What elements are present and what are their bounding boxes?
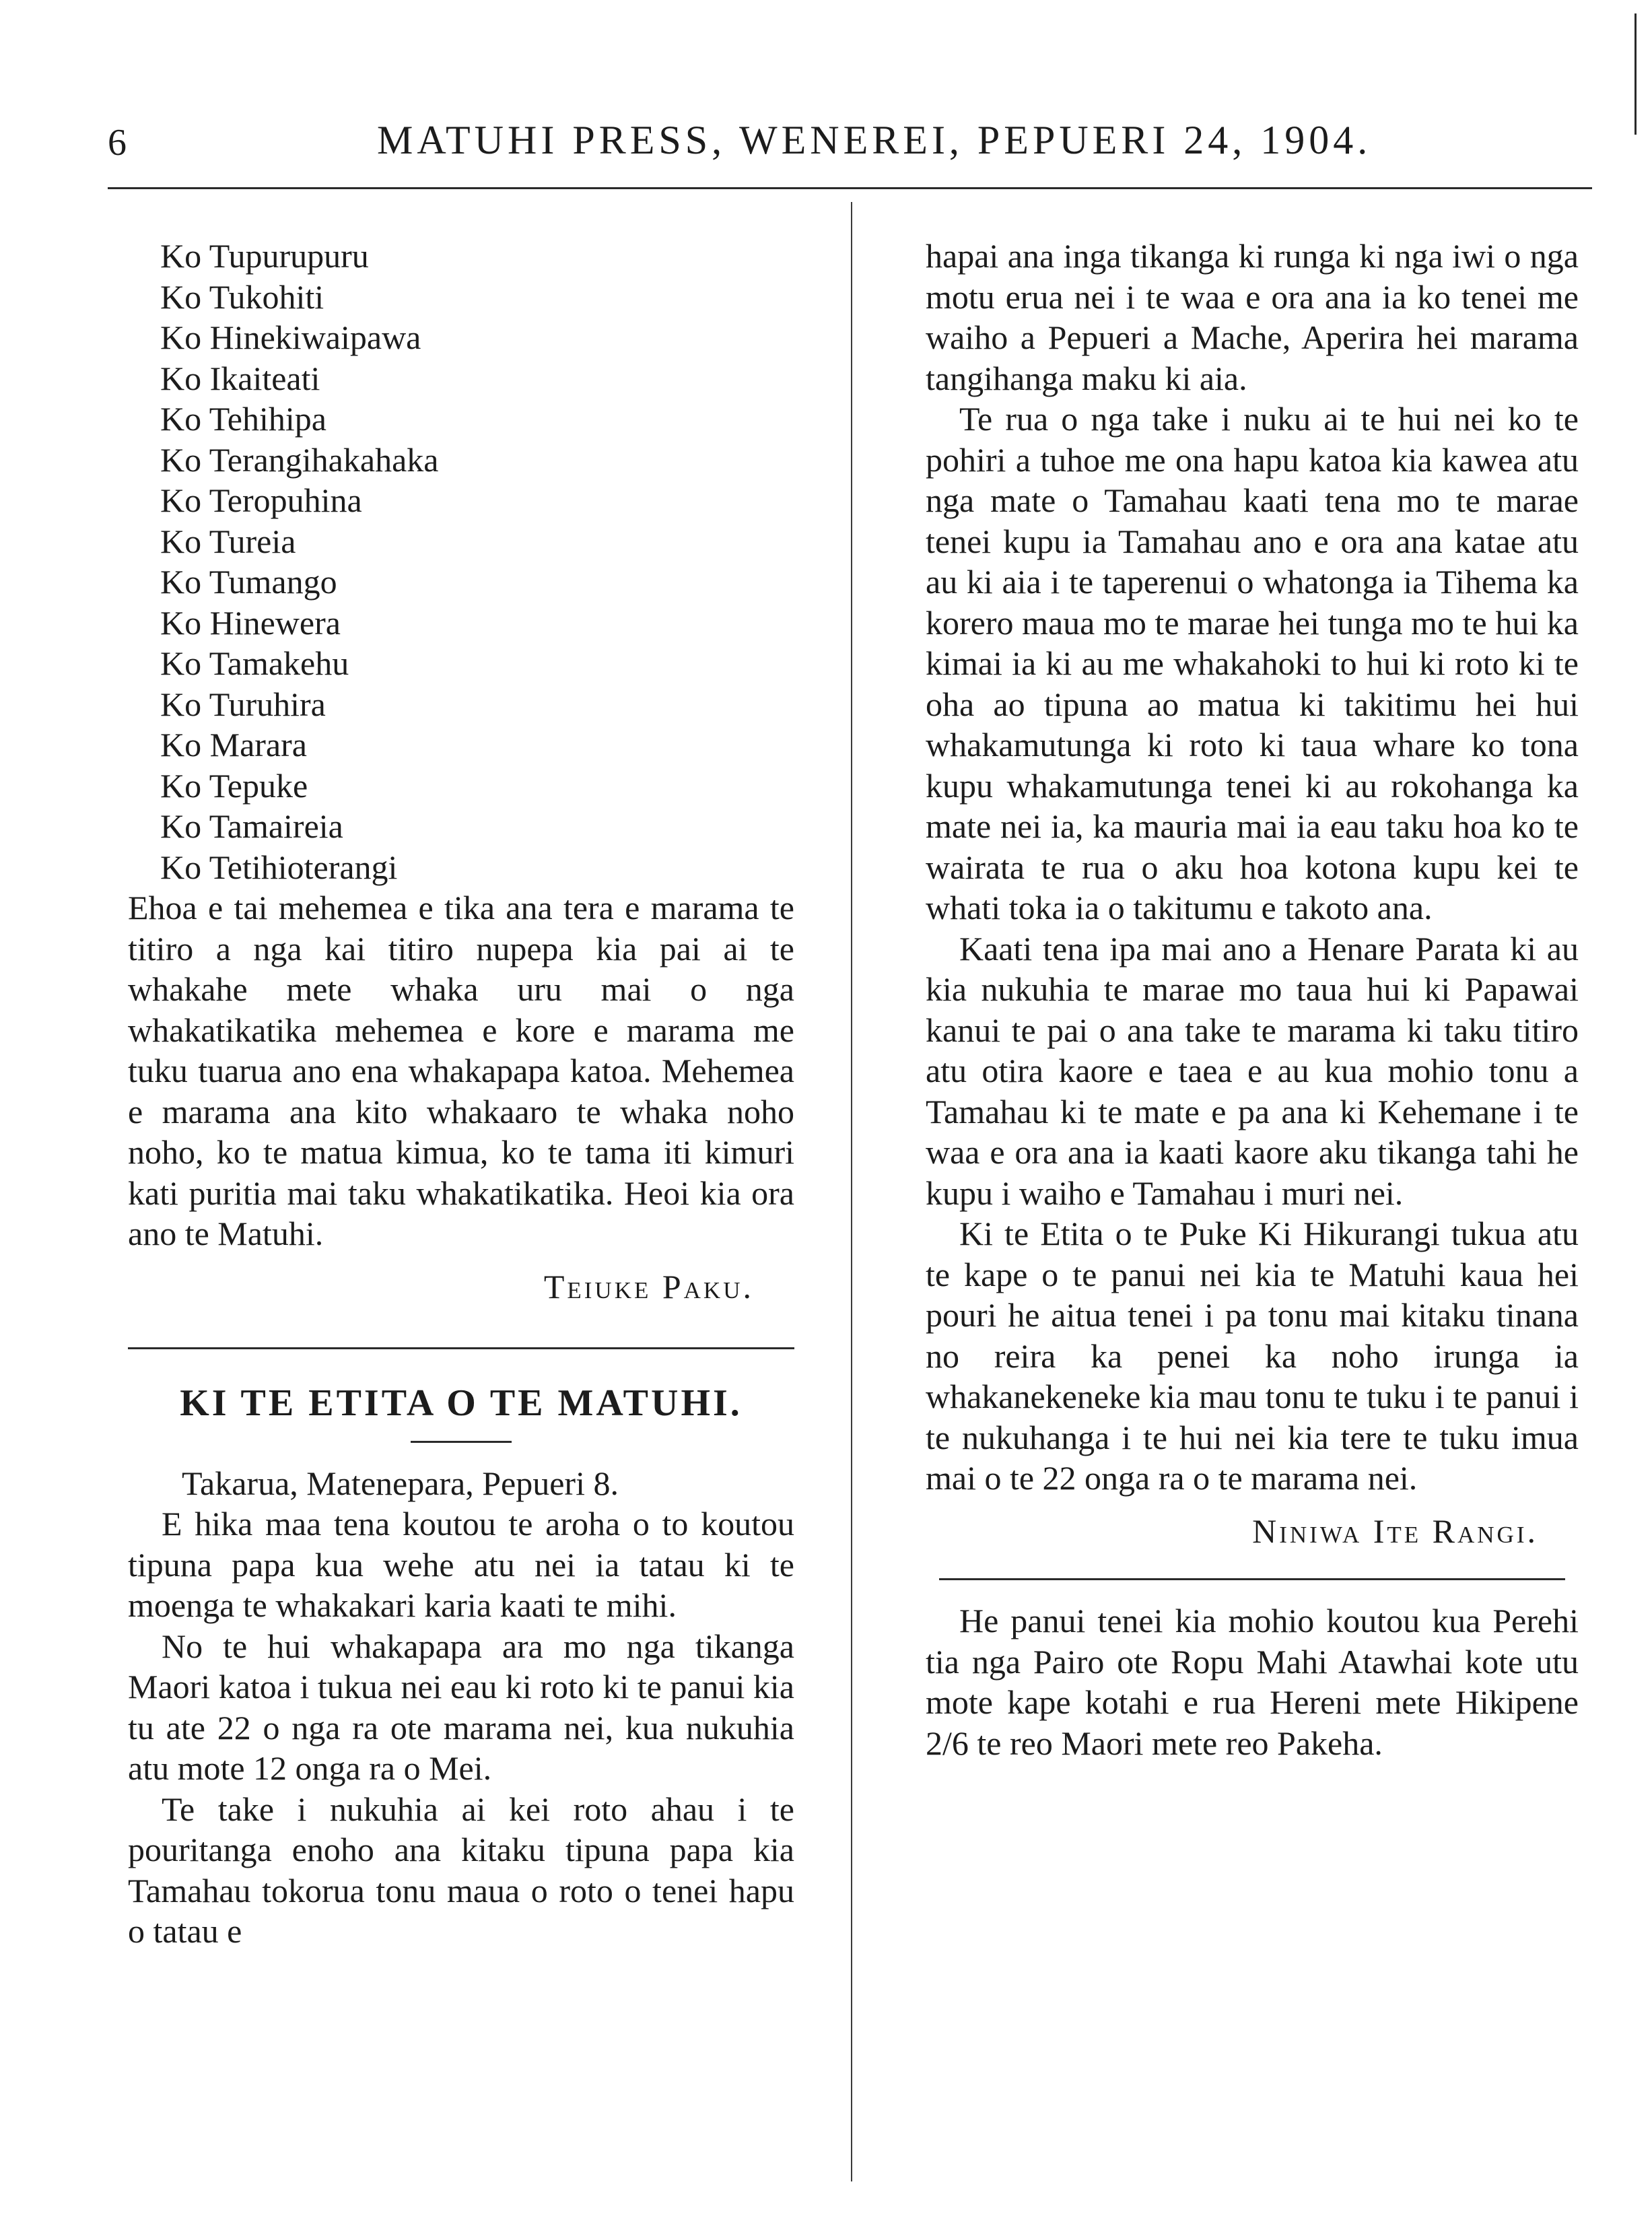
column-divider [851,202,852,2181]
letter-continuation: hapai ana inga tikanga ki runga ki nga iwi o nga motu erua nei i te waa e ora ana ia ko tenei me waiho a Pepueri a Mache, Aperira hei marama tangihanga maku ki aia. [926,237,1579,397]
genealogy-entry: Ko Tupurupuru [160,237,369,275]
genealogy-entry: Ko Marara [160,726,307,764]
genealogy-entry: Ko Tamakehu [160,644,349,682]
genealogy-entry: Ko Terangihakahaka [160,440,439,479]
genealogy-entry: Ko Tetihioterangi [160,848,398,886]
page-number: 6 [108,122,127,164]
masthead-title: MATUHI PRESS, WENEREI, PEPUERI 24, 1904. [377,118,1372,162]
genealogy-entry: Ko Teropuhina [160,481,362,519]
header-rule [108,187,1592,189]
genealogy-entry: Ko Tepuke [160,766,308,805]
left-column [128,236,794,1952]
section-separator [128,1347,794,1349]
closing-paragraph: Ehoa e tai mehemea e tika ana tera e marama te titiro a nga kai titiro nupepa kia pai ai te whakahe mete whaka uru mai o nga whakatikatika mehemea e kore e marama me tuku tuarua ano ena whakapapa katoa. Mehemea e marama ana kito whakaaro te whaka noho noho, ko te matua kimua, ko te tama iti kimuri kati puritia mai taku whakatikatika. Heoi kia ora ano te Matuhi. [128,889,794,1252]
genealogy-list [160,236,794,887]
notice-paragraph: He panui tenei kia mohio koutou kua Perehi tia nga Pairo ote Ropu Mahi Atawhai kote utu mote kape kotahi e rua Hereni mete Hikipene 2/6 te reo Maori mete reo Pakeha. [926,1602,1579,1762]
signature-niniwa-ite-rangi: Niniwa Ite Rangi. [1252,1512,1538,1550]
letter-paragraph: E hika maa tena koutou te aroha o to koutou tipuna papa kua wehe atu nei ia tatau ki te moenga te whakakari karia kaati te mihi. [128,1505,794,1624]
letter-paragraph: No te hui whakapapa ara mo nga tikanga Maori katoa i tukua nei eau ki roto ki te panui kia tu ate 22 o nga ra ote marama nei, kua nukuhia atu mote 12 onga ra o Mei. [128,1627,794,1787]
genealogy-entry: Ko Ikaiteati [160,359,320,397]
genealogy-entry: Ko Turuhira [160,685,326,723]
letter-dateline: Takarua, Matenepara, Pepueri 8. [182,1464,619,1502]
genealogy-entry: Ko Tamaireia [160,807,343,845]
section-separator [939,1578,1565,1580]
genealogy-entry: Ko Tureia [160,522,296,560]
right-column [926,236,1579,1763]
genealogy-entry: Ko Tumango [160,563,337,601]
page-edge-mark [1634,13,1637,135]
genealogy-entry: Ko Tehihipa [160,400,326,438]
letter-paragraph: Ki te Etita o te Puke Ki Hikurangi tukua atu te kape o te panui nei kia te Matuhi kaua hei pouri he aitua tenei i pa tonu mai kitaku tinana no reira ka penei ka noho irunga ia whakanekeneke kia mau tonu te tuku i te panui i te nukuhanga i te hui nei kia tere te tuku imua mai o te 22 onga ra o te marama nei. [926,1215,1579,1497]
signature-teiuke-paku: Teiuke Paku. [543,1267,754,1306]
genealogy-entry: Ko Hinekiwaipawa [160,318,421,356]
letter-paragraph: Te take i nukuhia ai kei roto ahau i te pouritanga enoho ana kitaku tipuna papa kia Tamahau tokorua tonu maua o roto o tenei hapu o tatau e [128,1790,794,1950]
heading-rule [411,1441,512,1443]
letter-heading: KI TE ETITA O TE MATUHI. [180,1382,743,1424]
letter-paragraph: Te rua o nga take i nuku ai te hui nei ko te pohiri a tuhoe me ona hapu katoa kia kawea atu nga mate o Tamahau kaati tena mo te marae tenei kupu ia Tamahau ano e ora ana katae atu au ki aia i te taperenui o whatonga ia Tihema ka korero maua mo te marae hei tunga mo te hui ka kimai ia ki au me whakahoki to hui ki roto ki te oha ao tipuna ao matua ki takitimu hei hui whakamutunga ki roto ki taua whare ko tona kupu whakamutunga tenei ki au rokohanga ka mate nei ia, ka mauria mai ia eau taku hoa ko te wairata te rua o aku hoa kotona kupu kei te whati toka ia o takitumu e takoto ana. [926,400,1579,926]
letter-paragraph: Kaati tena ipa mai ano a Henare Parata ki au kia nukuhia te marae mo taua hui ki Papawai kanui te pai o ana take te marama ki taku titiro atu otira kaore e taea e au kua mohio tonu a Tamahau ki te mate e pa ana ki Kehemane i te waa e ora ana ia kaati kaore aku tikanga tahi he kupu i waiho e Tamahau i muri nei. [926,929,1579,1212]
genealogy-entry: Ko Hinewera [160,603,341,642]
genealogy-entry: Ko Tukohiti [160,277,324,316]
